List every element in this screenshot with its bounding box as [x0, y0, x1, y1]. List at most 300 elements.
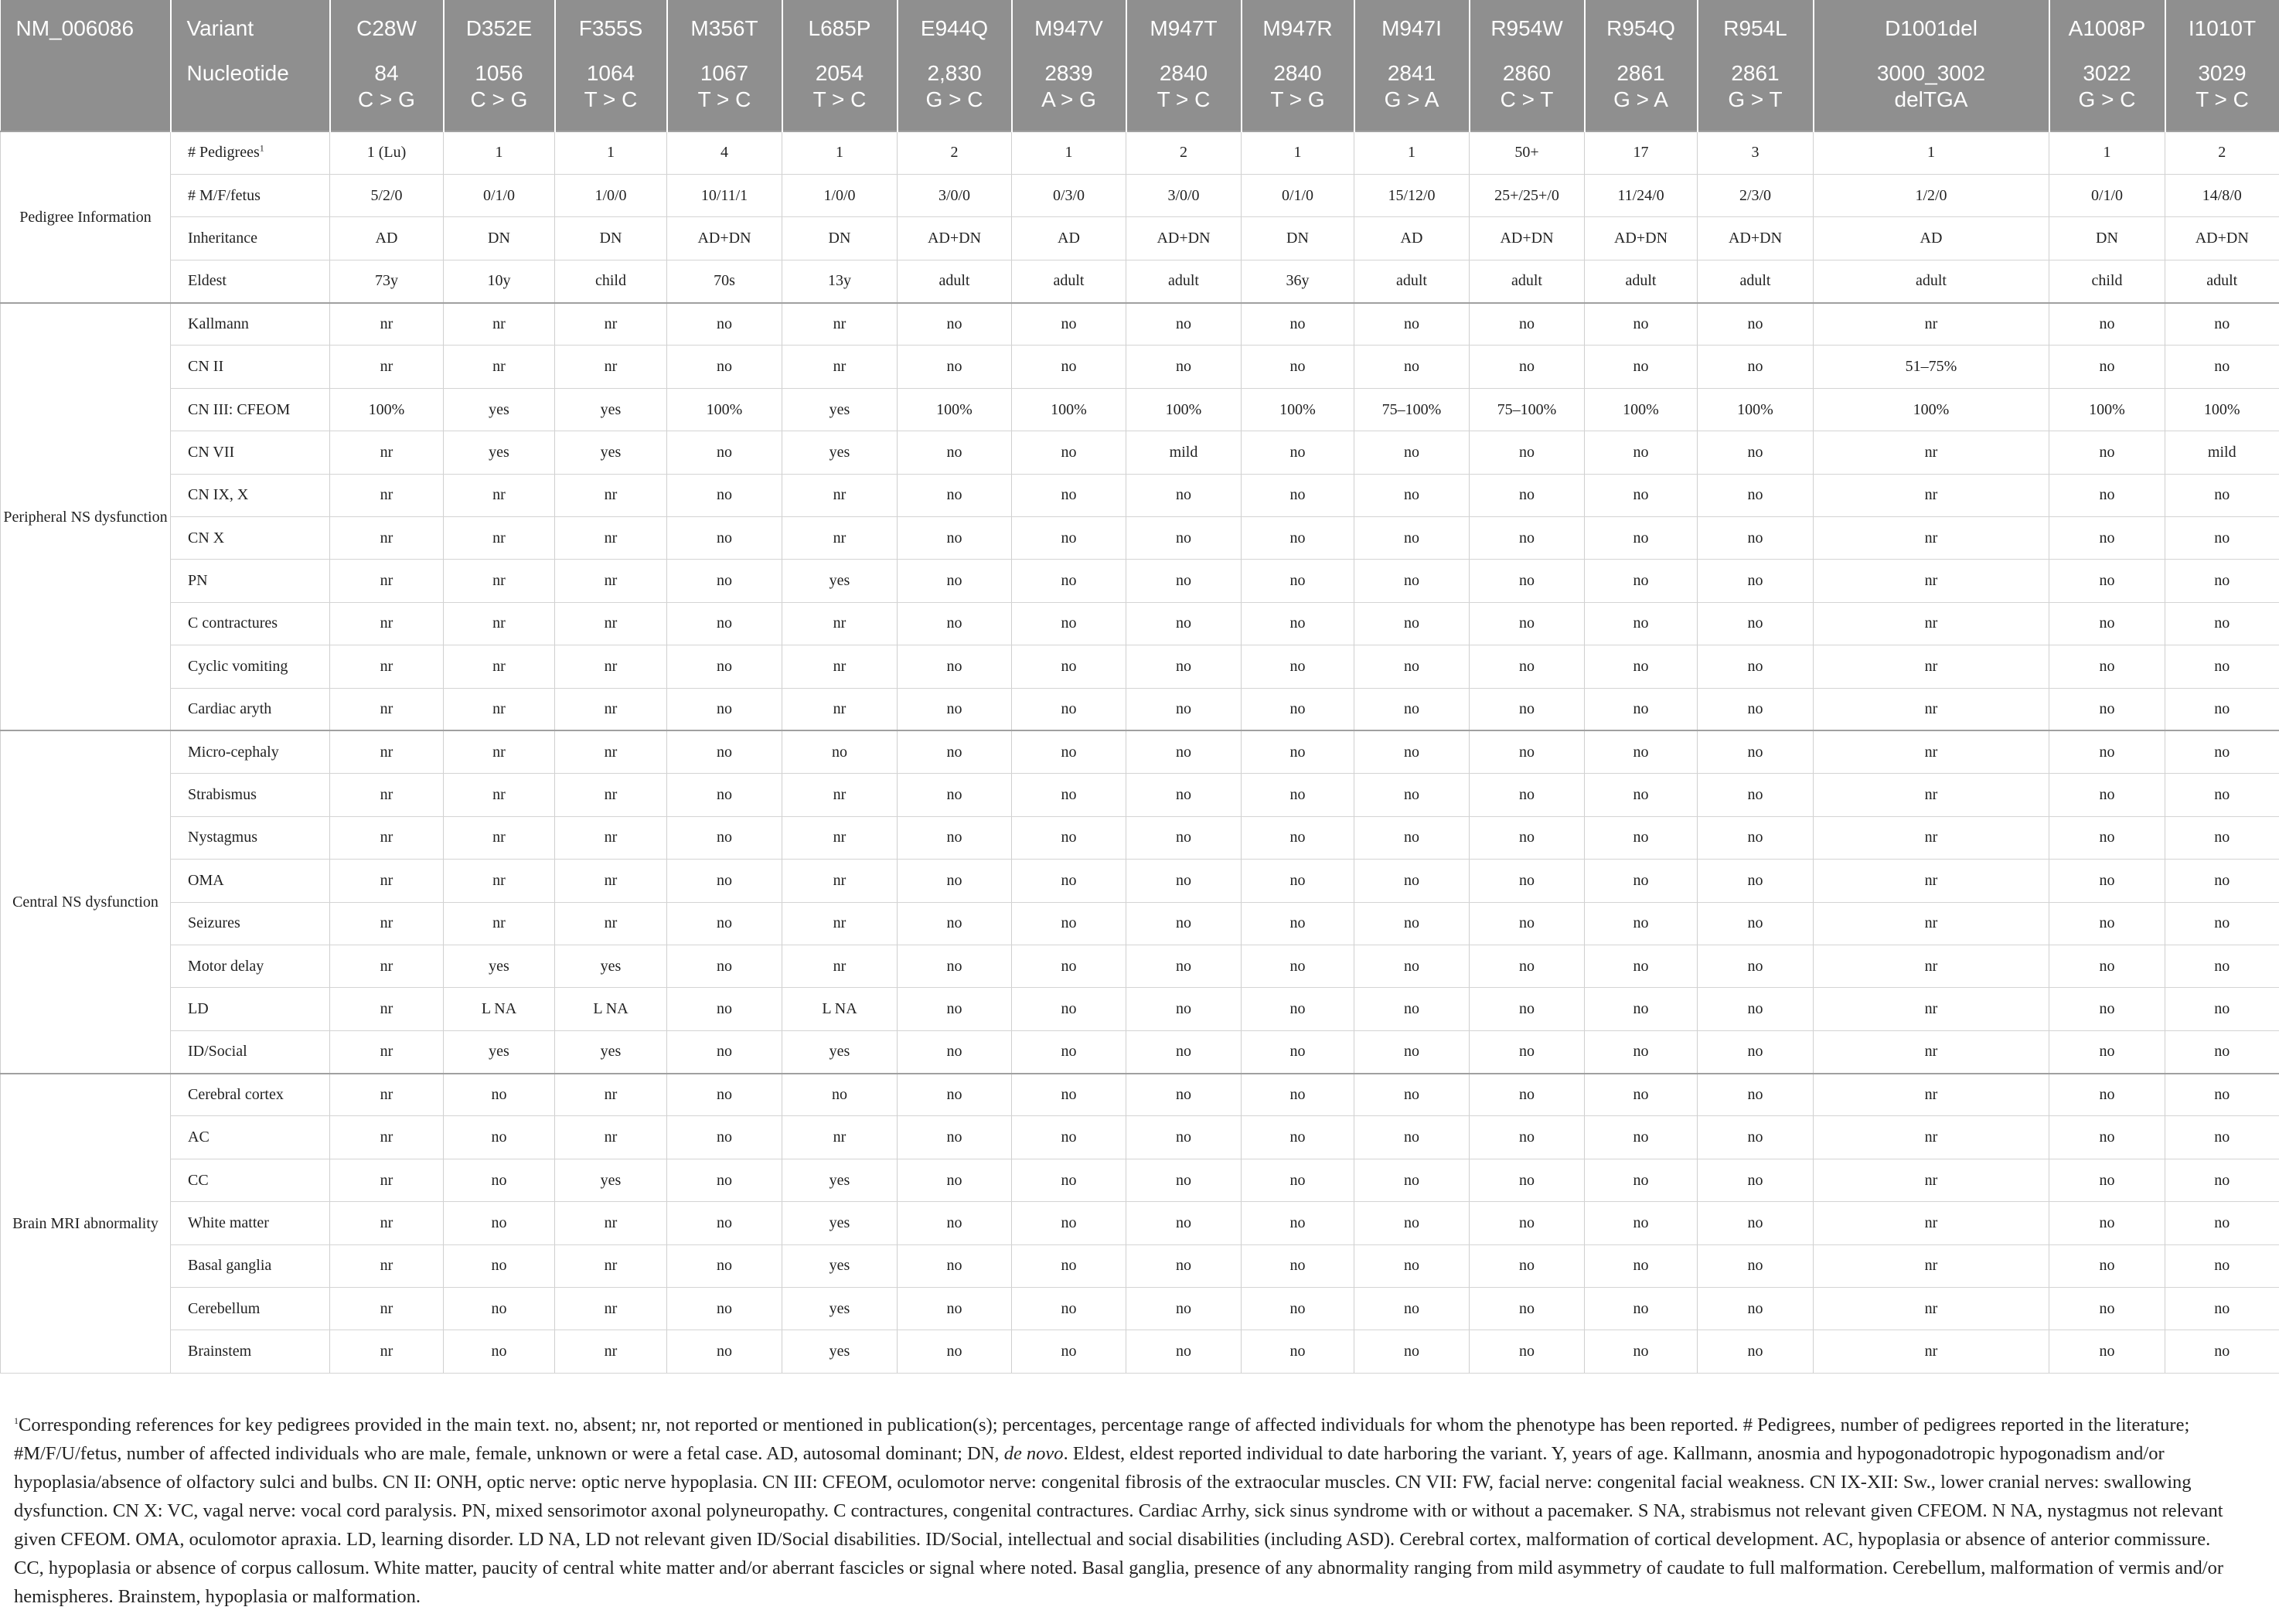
table-cell: 1 [1012, 131, 1126, 174]
table-cell: no [2165, 774, 2279, 816]
table-cell: no [1354, 1202, 1470, 1244]
row-label-text: Eldest [188, 272, 227, 290]
table-cell: nr [330, 602, 444, 645]
table-cell: 3/0/0 [1126, 174, 1242, 216]
table-cell: no [2049, 1074, 2165, 1116]
table-cell: no [2049, 303, 2165, 346]
table-cell: nr [444, 816, 555, 859]
table-cell: nr [1814, 1116, 2049, 1159]
table-cell: no [1354, 730, 1470, 773]
table-cell: no [1585, 303, 1698, 346]
row-label [171, 1244, 330, 1287]
header-corner-blank [1, 57, 171, 131]
table-cell: no [898, 517, 1012, 560]
table-cell: no [1012, 474, 1126, 516]
row-label [171, 1202, 330, 1244]
table-cell: no [1354, 645, 1470, 688]
table-cell: no [1242, 774, 1354, 816]
table-cell: no [1354, 945, 1470, 987]
nucleotide-position: 3022 [2083, 61, 2131, 85]
table-cell: no [1012, 1074, 1126, 1116]
table-cell: no [667, 645, 782, 688]
table-row [1, 816, 2279, 859]
table-cell: no [1585, 602, 1698, 645]
table-cell: no [1470, 1030, 1585, 1073]
row-label-text: OMA [188, 871, 224, 889]
table-cell: no [1242, 860, 1354, 902]
nucleotide-position: 2841 [1387, 61, 1436, 85]
table-cell: nr [782, 816, 898, 859]
nucleotide-position: 1064 [586, 61, 635, 85]
row-label-text: Nystagmus [188, 829, 257, 846]
table-cell: nr [1814, 431, 2049, 474]
column-nucleotide-i1010t [2165, 57, 2279, 131]
table-cell: no [1012, 346, 1126, 388]
table-row [1, 560, 2279, 602]
row-label [171, 688, 330, 730]
table-cell: no [1354, 1116, 1470, 1159]
table-cell: no [667, 688, 782, 730]
row-label-text: Basal ganglia [188, 1257, 272, 1275]
table-cell: nr [555, 517, 667, 560]
table-cell: no [898, 816, 1012, 859]
table-cell: nr [330, 346, 444, 388]
table-cell: no [898, 902, 1012, 945]
row-label [171, 945, 330, 987]
table-cell: no [1012, 1288, 1126, 1330]
table-cell: nr [330, 303, 444, 346]
table-cell: 3 [1698, 131, 1814, 174]
table-cell: AD+DN [667, 217, 782, 260]
table-cell: nr [1814, 560, 2049, 602]
nucleotide-position: 1056 [475, 61, 523, 85]
column-variant-m947i: M947I [1354, 0, 1470, 57]
table-cell: nr [1814, 1330, 2049, 1373]
column-variant-a1008p: A1008P [2049, 0, 2165, 57]
table-row [1, 688, 2279, 730]
table-cell: no [1012, 860, 1126, 902]
table-cell: nr [444, 517, 555, 560]
table-cell: no [898, 1244, 1012, 1287]
row-label [171, 602, 330, 645]
column-variant-m947t: M947T [1126, 0, 1242, 57]
table-cell: 2 [2165, 131, 2279, 174]
table-cell: no [667, 860, 782, 902]
table-cell: nr [782, 774, 898, 816]
table-cell: no [2049, 816, 2165, 859]
column-nucleotide-a1008p [2049, 57, 2165, 131]
table-cell: no [1354, 816, 1470, 859]
table-cell: no [1354, 602, 1470, 645]
row-label [171, 560, 330, 602]
table-cell: no [1470, 1116, 1585, 1159]
column-variant-f355s: F355S [555, 0, 667, 57]
table-cell: no [667, 730, 782, 773]
table-cell: no [1470, 945, 1585, 987]
table-cell: nr [444, 602, 555, 645]
table-cell: no [1012, 431, 1126, 474]
table-cell: no [2165, 1030, 2279, 1073]
table-cell: no [1698, 303, 1814, 346]
row-label-text: CN X [188, 529, 225, 546]
row-label-text: # Pedigrees [188, 144, 260, 162]
table-cell: no [1698, 1030, 1814, 1073]
row-label [171, 174, 330, 216]
table-cell: 100% [2165, 388, 2279, 431]
table-cell: no [1012, 1030, 1126, 1073]
table-cell: no [1470, 730, 1585, 773]
table-row [1, 602, 2279, 645]
table-cell: 100% [1242, 388, 1354, 431]
table-cell: no [898, 560, 1012, 602]
row-label [171, 1288, 330, 1330]
table-cell: AD+DN [1698, 217, 1814, 260]
table-row [1, 945, 2279, 987]
table-cell: nr [782, 517, 898, 560]
table-cell: no [1242, 431, 1354, 474]
table-cell: no [1126, 688, 1242, 730]
column-variant-r954w: R954W [1470, 0, 1585, 57]
table-cell: nr [1814, 816, 2049, 859]
table-cell: nr [1814, 945, 2049, 987]
table-cell: 17 [1585, 131, 1698, 174]
table-cell: no [1470, 860, 1585, 902]
table-cell: adult [1814, 260, 2049, 302]
table-cell: no [1585, 945, 1698, 987]
table-cell: 100% [1814, 388, 2049, 431]
table-cell: nr [555, 1074, 667, 1116]
table-cell: no [1126, 1288, 1242, 1330]
row-label [171, 988, 330, 1030]
table-row [1, 902, 2279, 945]
table-cell: no [1012, 730, 1126, 773]
column-variant-r954l: R954L [1698, 0, 1814, 57]
table-cell: no [1698, 1074, 1814, 1116]
table-cell: no [1470, 1074, 1585, 1116]
table-cell: no [667, 602, 782, 645]
table-cell: no [898, 945, 1012, 987]
table-cell: no [667, 346, 782, 388]
table-cell: no [2165, 645, 2279, 688]
table-cell: no [667, 1116, 782, 1159]
table-cell: nr [555, 688, 667, 730]
row-label [171, 303, 330, 346]
table-cell: AD [1012, 217, 1126, 260]
table-cell: no [1126, 988, 1242, 1030]
table-cell: yes [555, 1159, 667, 1201]
table-cell: no [2165, 1244, 2279, 1287]
table-cell: no [1698, 774, 1814, 816]
table-cell: nr [444, 860, 555, 902]
table-cell: nr [330, 860, 444, 902]
table-cell: no [1242, 474, 1354, 516]
row-label-text: LD [188, 1000, 209, 1017]
table-cell: nr [782, 474, 898, 516]
table-cell: yes [555, 431, 667, 474]
table-cell: no [1126, 1116, 1242, 1159]
table-cell: nr [1814, 860, 2049, 902]
table-row [1, 431, 2279, 474]
table-cell: no [1585, 902, 1698, 945]
table-cell: no [667, 1202, 782, 1244]
table-cell: nr [330, 1330, 444, 1373]
table-row [1, 1116, 2279, 1159]
table-cell: no [1012, 517, 1126, 560]
row-label-text: White matter [188, 1214, 269, 1231]
column-nucleotide-d1001del [1814, 57, 2049, 131]
table-cell: no [444, 1159, 555, 1201]
row-label-text: CN II [188, 358, 224, 376]
column-variant-l685p: L685P [782, 0, 898, 57]
table-cell: no [1126, 774, 1242, 816]
table-cell: no [1354, 1159, 1470, 1201]
table-cell: nr [555, 774, 667, 816]
table-cell: no [2049, 1288, 2165, 1330]
row-label-text: AC [188, 1129, 210, 1146]
table-cell: nr [330, 774, 444, 816]
table-cell: no [898, 303, 1012, 346]
table-cell: no [1585, 988, 1698, 1030]
table-cell: no [1242, 816, 1354, 859]
header-variant-label: Variant [171, 0, 330, 57]
table-cell: nr [782, 945, 898, 987]
table-cell: 75–100% [1354, 388, 1470, 431]
table-cell: no [2165, 1288, 2279, 1330]
table-cell: no [2165, 602, 2279, 645]
table-cell: no [1242, 1159, 1354, 1201]
table-cell: no [444, 1330, 555, 1373]
table-cell: yes [444, 431, 555, 474]
table-cell: nr [330, 816, 444, 859]
table-cell: 1/2/0 [1814, 174, 2049, 216]
table-cell: nr [330, 1288, 444, 1330]
table-cell: no [1126, 902, 1242, 945]
table-cell: nr [1814, 303, 2049, 346]
table-cell: no [2049, 517, 2165, 560]
header-nucleotide-row [1, 57, 2279, 131]
table-cell: L NA [782, 988, 898, 1030]
table-cell: no [2165, 303, 2279, 346]
table-cell: no [1585, 1116, 1698, 1159]
table-cell: nr [1814, 602, 2049, 645]
nucleotide-position: 2861 [1616, 61, 1665, 85]
table-cell: no [1585, 517, 1698, 560]
table-cell: nr [330, 1202, 444, 1244]
table-cell: no [1470, 431, 1585, 474]
table-cell: no [1126, 860, 1242, 902]
table-cell: no [1126, 945, 1242, 987]
row-label [171, 346, 330, 388]
table-cell: no [2049, 945, 2165, 987]
table-cell: no [1470, 1202, 1585, 1244]
table-cell: no [1012, 303, 1126, 346]
table-cell: no [1698, 816, 1814, 859]
row-label [171, 1030, 330, 1073]
table-cell: no [1470, 560, 1585, 602]
table-cell: no [2165, 346, 2279, 388]
table-cell: nr [555, 645, 667, 688]
nucleotide-position: 2054 [815, 61, 864, 85]
table-cell: nr [782, 645, 898, 688]
table-cell: no [898, 1288, 1012, 1330]
table-cell: nr [330, 688, 444, 730]
table-row [1, 131, 2279, 174]
footnote-italic-de-novo: de novo [1003, 1443, 1064, 1464]
table-cell: no [667, 774, 782, 816]
table-cell: no [1126, 1330, 1242, 1373]
nucleotide-position: 2861 [1731, 61, 1780, 85]
table-cell: DN [555, 217, 667, 260]
table-row [1, 474, 2279, 516]
nucleotide-position: 1067 [700, 61, 749, 85]
table-row [1, 517, 2279, 560]
table-cell: no [444, 1244, 555, 1287]
row-label-text: Inheritance [188, 229, 257, 247]
table-cell: no [1242, 1288, 1354, 1330]
table-cell: adult [1126, 260, 1242, 302]
table-cell: no [444, 1202, 555, 1244]
table-cell: nr [330, 1116, 444, 1159]
column-nucleotide-m947v [1012, 57, 1126, 131]
table-cell: 100% [1012, 388, 1126, 431]
table-cell: no [1698, 1244, 1814, 1287]
table-cell: no [1354, 902, 1470, 945]
table-cell: no [1470, 346, 1585, 388]
table-cell: no [782, 730, 898, 773]
table-cell: nr [330, 988, 444, 1030]
table-cell: adult [1470, 260, 1585, 302]
table-cell: no [1012, 1330, 1126, 1373]
row-label-text: Cardiac aryth [188, 700, 272, 718]
table-cell: nr [330, 1244, 444, 1287]
table-cell: no [1126, 303, 1242, 346]
table-cell: adult [1354, 260, 1470, 302]
table-cell: yes [782, 1330, 898, 1373]
table-cell: no [667, 1288, 782, 1330]
table-cell: no [2049, 1159, 2165, 1201]
table-cell: no [1012, 1202, 1126, 1244]
table-cell: no [1470, 645, 1585, 688]
table-row [1, 1030, 2279, 1073]
table-cell: no [2165, 1159, 2279, 1201]
footnote-text-part2: . Eldest, eldest reported individual to date harboring the variant. Y, years of age. Kallmann, anosmia and hypogonadotropic hypogonadism and/or hypoplasia/absence of olfactory sulci and bulbs. CN II: ONH, optic nerve: optic nerve hypoplasia. CN III: CFEOM, oculomotor nerve: congenital fibrosis of the extraocular muscles. CN VII: FW, facial nerve: congenital facial weakness. CN IX-XII: Sw., lower cranial nerves: swallowing dysfunction. CN X: VC, vagal nerve: vocal cord paralysis. PN, mixed sensorimotor axonal polyneuropathy. C contractures, congenital contractures. Cardiac Arrhy, sick sinus syndrome with or without a pacemaker. S NA, strabismus not relevant given CFEOM. N NA, nystagmus not relevant given CFEOM. OMA, oculomotor apraxia. LD, learning disorder. LD NA, LD not relevant given ID/Social disabilities. ID/Social, intellectual and social disabilities (including ASD). Cerebral cortex, malformation of cortical development. AC, hypoplasia or absence of anterior commissure. CC, hypoplasia or absence of corpus callosum. White matter, paucity of central white matter and/or aberrant fascicles or signal where noted. Basal ganglia, presence of any abnormality ranging from mild asymmetry of caudate to full malformation. Cerebellum, malformation of vermis and/or hemispheres. Brainstem, hypoplasia or malformation. [14, 1443, 2224, 1607]
table-cell: no [1585, 1288, 1698, 1330]
table-cell: no [1126, 645, 1242, 688]
table-cell: no [1354, 474, 1470, 516]
nucleotide-change: A > G [1041, 87, 1096, 111]
table-cell: no [898, 988, 1012, 1030]
table-cell: nr [782, 902, 898, 945]
column-nucleotide-c28w [330, 57, 444, 131]
nucleotide-change: G > C [925, 87, 983, 111]
nucleotide-change: T > C [1157, 87, 1211, 111]
table-cell: 100% [898, 388, 1012, 431]
table-cell: nr [444, 560, 555, 602]
table-cell: no [2049, 346, 2165, 388]
table-cell: 100% [1585, 388, 1698, 431]
table-cell: no [1012, 774, 1126, 816]
table-cell: no [2165, 1330, 2279, 1373]
row-label [171, 645, 330, 688]
table-cell: nr [555, 346, 667, 388]
table-cell: adult [2165, 260, 2279, 302]
table-cell: no [1242, 988, 1354, 1030]
table-cell: nr [444, 474, 555, 516]
row-label [171, 1159, 330, 1201]
table-cell: nr [330, 1159, 444, 1201]
table-row [1, 774, 2279, 816]
table-cell: no [1126, 517, 1242, 560]
table-cell: yes [782, 1244, 898, 1287]
table-cell: no [1242, 1074, 1354, 1116]
table-cell: no [667, 431, 782, 474]
table-cell: no [1698, 1116, 1814, 1159]
table-cell: no [667, 902, 782, 945]
row-label-superscript: 1 [259, 142, 264, 154]
section-label-peripheral-ns-dysfunction: Peripheral NS dysfunction [1, 303, 171, 731]
table-cell: nr [1814, 902, 2049, 945]
table-cell: nr [782, 602, 898, 645]
table-cell: nr [1814, 1244, 2049, 1287]
row-label [171, 474, 330, 516]
table-cell: nr [330, 560, 444, 602]
table-cell: child [2049, 260, 2165, 302]
table-cell: no [2049, 560, 2165, 602]
table-cell: no [1698, 517, 1814, 560]
column-variant-e944q: E944Q [898, 0, 1012, 57]
table-cell: 15/12/0 [1354, 174, 1470, 216]
table-row [1, 1288, 2279, 1330]
table-cell: no [1354, 1330, 1470, 1373]
table-cell: no [1354, 860, 1470, 902]
nucleotide-position: 2840 [1273, 61, 1322, 85]
table-cell: no [1470, 474, 1585, 516]
nucleotide-change: G > T [1728, 87, 1783, 111]
table-cell: 36y [1242, 260, 1354, 302]
table-row [1, 1159, 2279, 1201]
table-cell: nr [555, 1116, 667, 1159]
table-cell: no [1470, 902, 1585, 945]
table-cell: no [2165, 1116, 2279, 1159]
table-cell: 100% [1698, 388, 1814, 431]
table-cell: no [1698, 945, 1814, 987]
table-cell: 50+ [1470, 131, 1585, 174]
table-cell: adult [1698, 260, 1814, 302]
table-cell: no [444, 1288, 555, 1330]
row-label [171, 217, 330, 260]
table-cell: no [2165, 860, 2279, 902]
header-variant-row [1, 0, 2279, 57]
table-cell: child [555, 260, 667, 302]
table-cell: no [898, 1330, 1012, 1373]
table-cell: nr [1814, 1030, 2049, 1073]
table-cell: no [898, 688, 1012, 730]
table-cell: adult [1012, 260, 1126, 302]
table-row [1, 860, 2279, 902]
row-label [171, 388, 330, 431]
table-cell: nr [444, 645, 555, 688]
table-cell: nr [444, 774, 555, 816]
row-label [171, 774, 330, 816]
table-cell: no [1698, 474, 1814, 516]
table-cell: no [1242, 645, 1354, 688]
table-cell: no [1242, 517, 1354, 560]
table-cell: no [2049, 988, 2165, 1030]
table-cell: no [1470, 1159, 1585, 1201]
table-cell: no [1126, 474, 1242, 516]
table-cell: no [2049, 902, 2165, 945]
table-footnote [14, 1411, 2229, 1611]
